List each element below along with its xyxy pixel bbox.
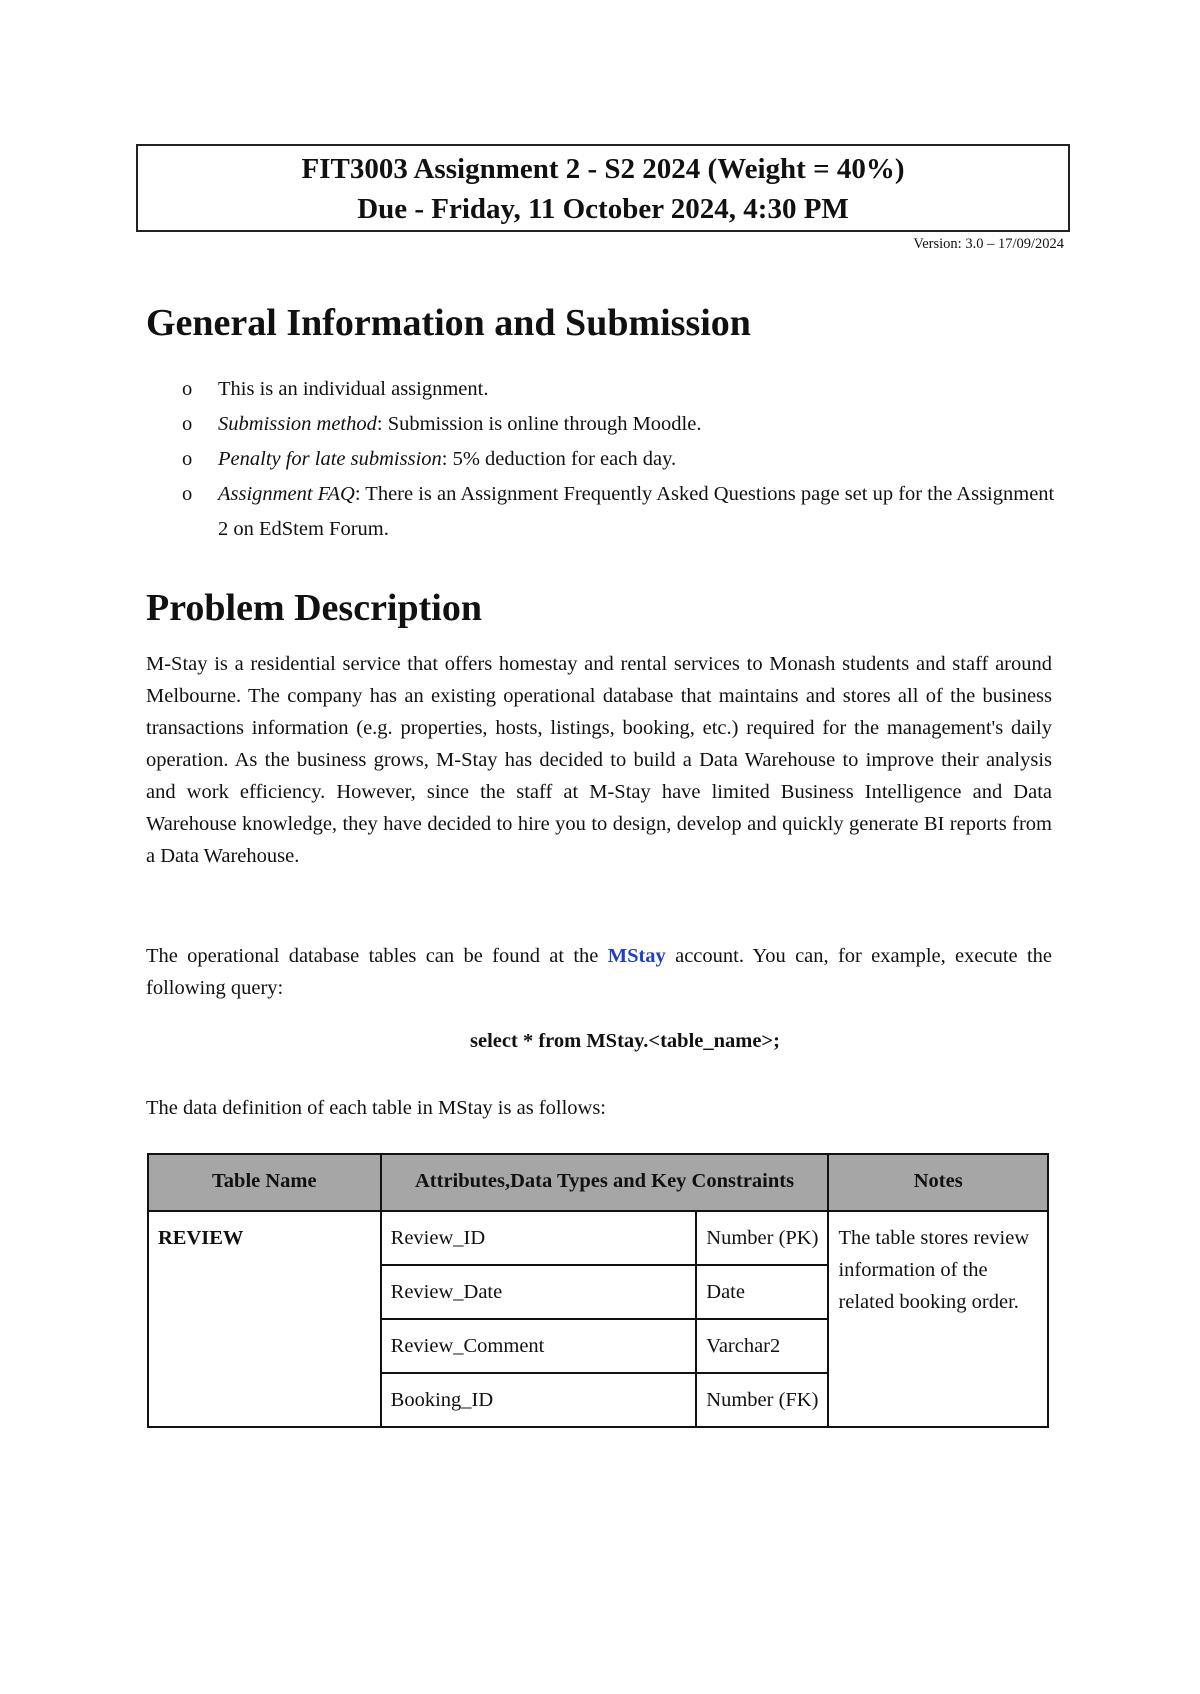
database-paragraph bbox=[146, 940, 1052, 1004]
notes-cell: The table stores review information of the related booking order. bbox=[828, 1211, 1048, 1427]
bullet-label: Submission method bbox=[218, 413, 377, 435]
assignment-title: FIT3003 Assignment 2 - S2 2024 (Weight = 40%) bbox=[301, 153, 905, 185]
list-item bbox=[146, 442, 1066, 477]
bullet-marker: o bbox=[182, 413, 193, 435]
version-label: Version: 3.0 – 17/09/2024 bbox=[913, 236, 1064, 252]
table-row bbox=[148, 1211, 1048, 1265]
type-cell: Number (FK) bbox=[696, 1373, 828, 1427]
table-name-cell: REVIEW bbox=[148, 1211, 381, 1427]
list-item bbox=[146, 407, 1066, 442]
attribute-cell: Review_Comment bbox=[381, 1319, 697, 1373]
type-cell: Date bbox=[696, 1265, 828, 1319]
attribute-cell: Review_ID bbox=[381, 1211, 697, 1265]
header-notes: Notes bbox=[828, 1154, 1048, 1211]
bullet-text: : Submission is online through Moodle. bbox=[376, 413, 702, 435]
bullet-text: : 5% deduction for each day. bbox=[441, 448, 677, 470]
attribute-cell: Review_Date bbox=[381, 1265, 697, 1319]
bullet-label: Assignment FAQ bbox=[218, 483, 355, 505]
database-text-after: account. You can, for example, execute the following query: bbox=[146, 945, 1052, 999]
type-cell: Number (PK) bbox=[696, 1211, 828, 1265]
bullet-text: This is an individual assignment. bbox=[218, 378, 489, 400]
data-definition-table bbox=[147, 1153, 1049, 1428]
attribute-cell: Booking_ID bbox=[381, 1373, 697, 1427]
header-attributes: Attributes,Data Types and Key Constraints bbox=[381, 1154, 829, 1211]
general-info-heading: General Information and Submission bbox=[146, 302, 751, 344]
list-item bbox=[146, 372, 1066, 407]
assignment-title-box bbox=[136, 144, 1070, 232]
list-item bbox=[146, 477, 1066, 547]
bullet-marker: o bbox=[182, 483, 193, 505]
general-info-list bbox=[146, 372, 1066, 547]
data-definition-intro: The data definition of each table in MStay is as follows: bbox=[146, 1097, 606, 1119]
due-date: Due - Friday, 11 October 2024, 4:30 PM bbox=[357, 193, 849, 225]
problem-description-heading: Problem Description bbox=[146, 587, 482, 629]
header-table-name: Table Name bbox=[148, 1154, 381, 1211]
bullet-marker: o bbox=[182, 378, 193, 400]
bullet-text: : There is an Assignment Frequently Asked Questions page set up for the Assignment 2 on EdStem Forum. bbox=[218, 483, 1055, 540]
table-header-row bbox=[148, 1154, 1048, 1211]
type-cell: Varchar2 bbox=[696, 1319, 828, 1373]
bullet-label: Penalty for late submission bbox=[218, 448, 442, 470]
sql-query: select * from MStay.<table_name>; bbox=[470, 1030, 780, 1052]
problem-paragraph: M-Stay is a residential service that offers homestay and rental services to Monash students and staff around Melbourne. The company has an existing operational database that maintains and stores all of the business transactions information (e.g. properties, hosts, listings, booking, etc.) required for the management's daily operation. As the business grows, M-Stay has decided to build a Data Warehouse to improve their analysis and work efficiency. However, since the staff at M-Stay have limited Business Intelligence and Data Warehouse knowledge, they have decided to hire you to design, develop and quickly generate BI reports from a Data Warehouse. bbox=[146, 653, 1052, 867]
database-text-before: The operational database tables can be found at the bbox=[146, 945, 608, 967]
bullet-marker: o bbox=[182, 448, 193, 470]
mstay-account-link[interactable]: MStay bbox=[607, 945, 666, 967]
data-definition-table-wrap bbox=[147, 1153, 1049, 1428]
